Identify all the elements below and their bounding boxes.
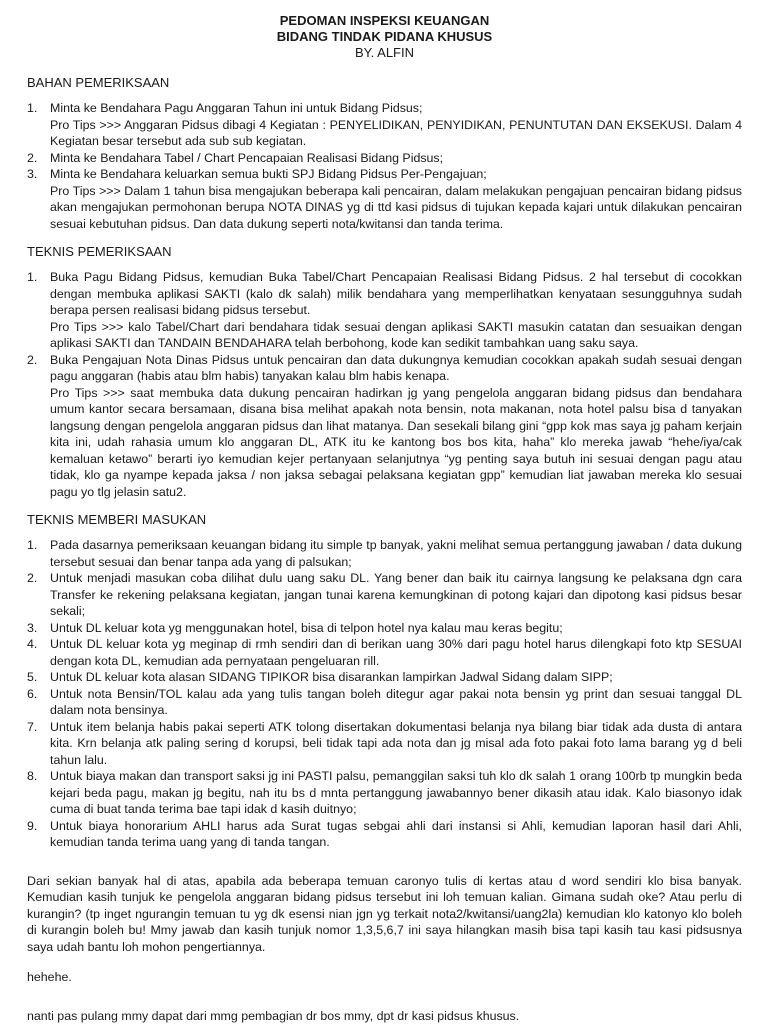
item-text: Untuk item belanja habis pakai seperti ATK tolong disertakan dokumentasi belanja nya bilang biar tidak ada dusta di antara kita. Krn belanja atk paling sering d korupsi, beli tidak tapi ada nota dan jg misal ada foto pakai foto lama barang yg d beli tahun lalu.	[50, 719, 742, 767]
section-list-teknis-pemeriksaan	[27, 269, 742, 500]
item-text: Untuk DL keluar kota alasan SIDANG TIPIKOR bisa disarankan lampirkan Jadwal Sidang dalam SIPP;	[50, 670, 613, 684]
section-heading-memberi-masukan: TEKNIS MEMBERI MASUKAN	[27, 512, 207, 527]
section-list-memberi-masukan	[27, 537, 742, 851]
item-number: 7.	[27, 719, 38, 734]
closing-section	[27, 873, 742, 1024]
section-heading-teknis-pemeriksaan: TEKNIS PEMERIKSAAN	[27, 244, 172, 259]
item-text: Untuk biaya honorarium AHLI harus ada Surat tugas sebgai ahli dari instansi si Ahli, kemudian laporan hasil dari Ahli, kemudian tanda terima uang yang di tanda tangan.	[50, 818, 742, 849]
list-item	[27, 620, 742, 637]
item-number: 8.	[27, 769, 38, 783]
item-text: Buka Pengajuan Nota Dinas Pidsus untuk pencairan dan data dukungnya kemudian cocokkan apakah sudah sesuai dengan pagu anggaran (habis atau blm habis) tanyakan kalau blm habis kenapa.	[50, 352, 742, 383]
item-number: 1.	[27, 270, 38, 284]
section-list-bahan	[27, 100, 742, 232]
list-item	[27, 150, 742, 167]
item-text: Minta ke Bendahara Pagu Anggaran Tahun ini untuk Bidang Pidsus;	[50, 101, 423, 115]
item-number: 6.	[27, 686, 38, 701]
list-item	[27, 669, 742, 686]
item-pro-tip: Pro Tips >>> saat membuka data dukung pencairan hadirkan jg yang pengelola anggaran bidang pidsus dan bendahara umum kantor secara bersamaan, disana bisa melihat apakah nota bensin, nota makanan, nota hotel palsu bisa d tanyakan langsung dengan pengelola anggaran pidsus dan lihat matanya. Dan sesekali bilang gini “gpp kok mas saya jg paham kerjain kita ini, udah rahasia umum klo anggaran DL, ATK itu ke kantong bos bos kita, haha” klo mereka jawab “hehe/iya/cak kemaluan ketawo” berarti iyo kemudian kejer pertanyaan selanjutnya “yg penting saya butuh ini sesuai dengan pagu atau tidak, klo ga nyampe kepada jaksa / non jaksa sebagai pelaksana kegiatan gpp” kemudian liat jawaban mereka klo sesuai pagu yo tlg jelasin satu2.	[50, 385, 742, 499]
item-text: Untuk DL keluar kota yg meginap di rmh sendiri dan di berikan uang 30% dari pagu hotel harus dilengkapi foto ktp SESUAI dengan kota DL, kemudian ada pernyataan pengeluaran rill.	[50, 637, 742, 668]
item-number: 2.	[27, 352, 38, 367]
item-text: Minta ke Bendahara keluarkan semua bukti SPJ Bidang Pidsus Per-Pengajuan;	[50, 167, 487, 181]
item-number: 3.	[27, 620, 38, 635]
closing-footer: nanti pas pulang mmy dapat dari mmg pembagian dr bos mmy, dpt dr kasi pidsus khusus.	[27, 1008, 520, 1023]
item-text: Untuk menjadi masukan coba dilihat dulu uang saku DL. Yang bener dan baik itu cairnya langsung ke pelaksana dgn cara Transfer ke rekening pelaksana kegiatan, jangan tunai karena kemungkinan di potong kajari dan dipotong kasi pidsus besar sekali;	[50, 571, 742, 618]
list-item	[27, 686, 742, 719]
item-text: Pada dasarnya pemeriksaan keuangan bidang itu simple tp banyak, yakni melihat semua pertanggung jawaban / data dukung tersebut sesuai dan benar tanpa ada yang di palsukan;	[50, 538, 742, 569]
closing-laugh: hehehe.	[27, 970, 72, 984]
item-pro-tip: Pro Tips >>> Dalam 1 tahun bisa mengajukan beberapa kali pencairan, dalam melakukan pengajuan pencairan bidang pidsus akan mengajukan permohonan berupa NOTA DINAS yg di ttd kasi pidsus di tujukan kepada kajari untuk dilakukan pencairan sesuai kebutuhan pidsus. Dan data dukung seperti nota/kwitansi dan tanda terima.	[50, 183, 742, 231]
item-number: 3.	[27, 167, 38, 181]
item-text: Untuk nota Bensin/TOL kalau ada yang tulis tangan boleh ditegur agar pakai nota bensin yg print dan sesuai tanggal DL dalam nota bensinya.	[50, 686, 742, 717]
item-number: 9.	[27, 818, 38, 833]
item-text: Untuk DL keluar kota yg menggunakan hotel, bisa di telpon hotel nya kalau mau keras begitu;	[50, 620, 563, 635]
item-number: 5.	[27, 670, 38, 684]
list-item	[27, 537, 742, 570]
list-item	[27, 100, 742, 150]
list-item	[27, 166, 742, 232]
document-author: BY. ALFIN	[354, 45, 414, 60]
item-number: 2.	[27, 150, 38, 165]
item-number: 1.	[27, 538, 38, 552]
list-item	[27, 269, 742, 352]
closing-paragraph: Dari sekian banyak hal di atas, apabila ada beberapa temuan caronyo tulis di kertas atau d word sendiri klo bisa banyak. Kemudian kasih tunjuk ke pengelola anggaran bidang pidsus tersebut ini loh temuan kalian. Gimana sudah oke? Atau perlu di kurangin? (tp inget ngurangin temuan tu yg dk esensi nian jgn yg terkait nota2/kwitansi/uang2la) kemudian klo katonyo klo boleh di kurangin boleh bu! Mmy jawab dan kasih tunjuk nomor 1,3,5,6,7 ini saya hilangkan masih bisa tapi kasih tau kasi pidsusnya saya udah bantu loh mohon pengertiannya.	[27, 873, 742, 954]
list-item	[27, 719, 742, 769]
item-text: Untuk biaya makan dan transport saksi jg ini PASTI palsu, pemanggilan saksi tuh klo dk salah 1 orang 100rb tp mungkin beda kejari beda pagu, makan jg begitu, nah itu bs d mnta pertanggung jawabannyo bener dikasih atau idak. Kalo biasonyo idak cuma di buat tanda terima bae tapi idak d kasih duitnyo;	[50, 769, 742, 816]
list-item	[27, 352, 742, 501]
item-number: 4.	[27, 637, 38, 651]
item-number: 1.	[27, 101, 38, 115]
list-item	[27, 570, 742, 620]
list-item	[27, 768, 742, 818]
item-text: Minta ke Bendahara Tabel / Chart Pencapaian Realisasi Bidang Pidsus;	[50, 150, 444, 165]
item-number: 2.	[27, 571, 38, 585]
item-text: Buka Pagu Bidang Pidsus, kemudian Buka Tabel/Chart Pencapaian Realisasi Bidang Pidsus. 2 hal tersebut di cocokkan dengan membuka aplikasi SAKTI (kalo dk salah) milik bendahara yang memperlihatkan kenyataan sesungguhnya sudah berapa persen realisasi bidang pidsus tersebut.	[50, 270, 742, 317]
item-pro-tip: Pro Tips >>> kalo Tabel/Chart dari bendahara tidak sesuai dengan aplikasi SAKTI masukin catatan dan sesuaikan dengan aplikasi SAKTI dan TANDAIN BENDAHARA telah berbohong, kode kan sedikit tambahkan uang saku saya.	[50, 319, 742, 350]
list-item	[27, 636, 742, 669]
section-heading-bahan: BAHAN PEMERIKSAAN	[27, 75, 170, 90]
document-title-line-2: BIDANG TINDAK PIDANA KHUSUS	[276, 29, 493, 44]
document-title-line-1: PEDOMAN INSPEKSI KEUANGAN	[279, 13, 490, 28]
item-pro-tip: Pro Tips >>> Anggaran Pidsus dibagi 4 Kegiatan : PENYELIDIKAN, PENYIDIKAN, PENUNTUTAN DAN EKSEKUSI. Dalam 4 Kegiatan besar tersebut ada sub sub kegiatan.	[50, 117, 742, 148]
list-item	[27, 818, 742, 851]
